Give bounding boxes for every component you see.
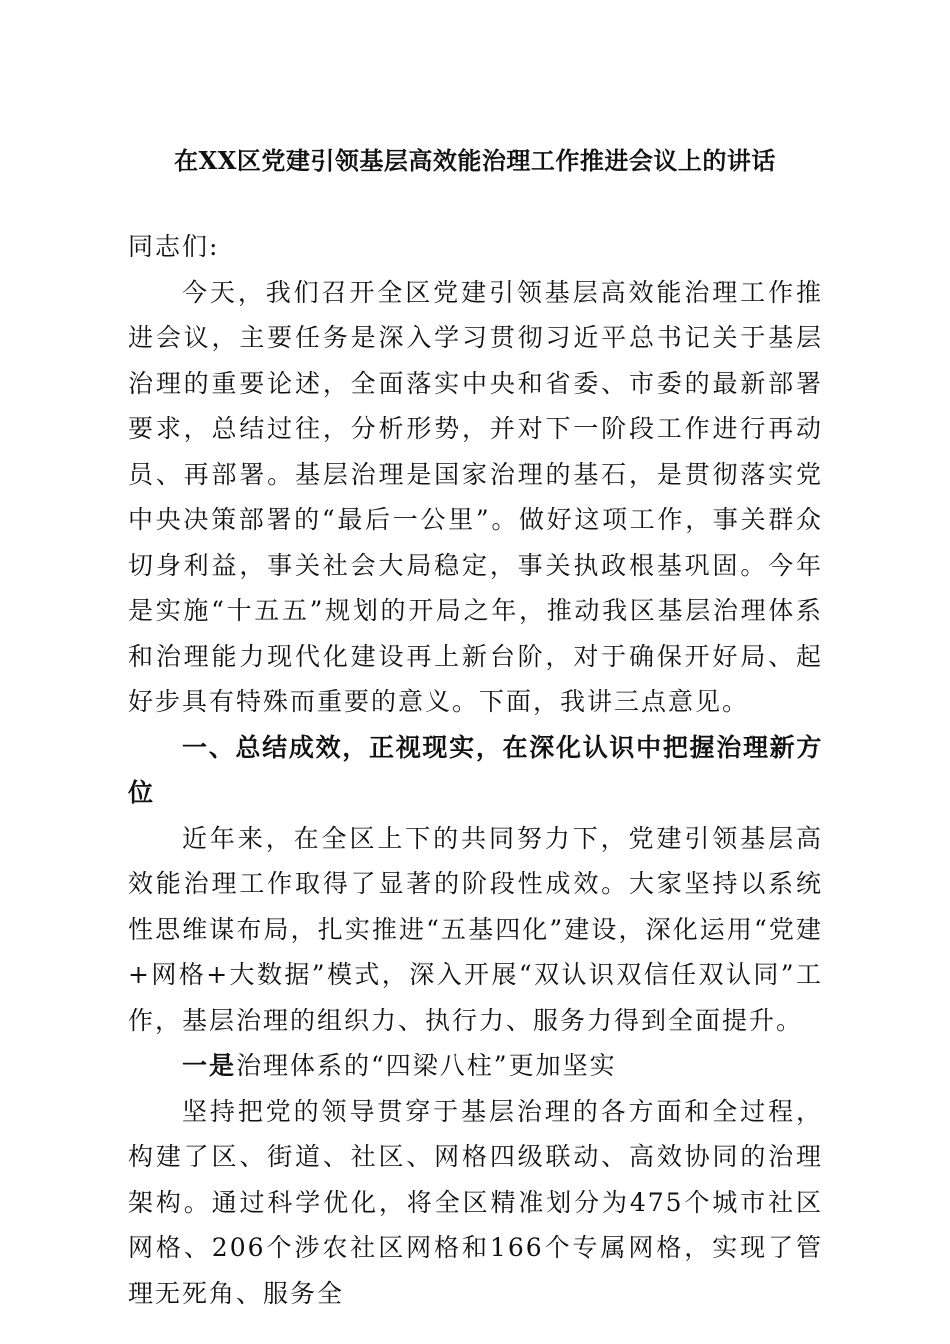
section-1-paragraph: 近年来，在全区上下的共同努力下，党建引领基层高效能治理工作取得了显著的阶段性成效。大家坚持以系统性思维谋布局，扎实推进“五基四化”建设，深化运用“党建+网格+大数据”模式，深入开展“双认识双信任双认同”工作，基层治理的组织力、执行力、服务力得到全面提升。 [128,823,823,1035]
salutation: 同志们: [128,232,220,261]
point-1-title: 治理体系的“四梁八柱”更加坚实 [236,1051,617,1080]
document-body [128,224,823,1316]
point-1-lead: 一是 [182,1051,237,1080]
document-title: 在XX区党建引领基层高效能治理工作推进会议上的讲话 [174,146,776,175]
point-1-paragraph: 坚持把党的领导贯穿于基层治理的各方面和全过程，构建了区、街道、社区、网格四级联动、高效协同的治理架构。通过科学优化，将全区精准划分为475个城市社区网格、206个涉农社区网格和166个专属网格，实现了管理无死角、服务全 [128,1096,823,1308]
section-heading-1: 一、总结成效，正视现实，在深化认识中把握治理新方位 [128,732,823,807]
point-1-heading [128,1043,823,1089]
intro-paragraph: 今天，我们召开全区党建引领基层高效能治理工作推进会议，主要任务是深入学习贯彻习近平总书记关于基层治理的重要论述，全面落实中央和省委、市委的最新部署要求，总结过往，分析形势，并对下一阶段工作进行再动员、再部署。基层治理是国家治理的基石，是贯彻落实党中央决策部署的“最后一公里”。做好这项工作，事关群众切身利益，事关社会大局稳定，事关执政根基巩固。今年是实施“十五五”规划的开局之年，推动我区基层治理体系和治理能力现代化建设再上新台阶，对于确保开好局、起好步具有特殊而重要的意义。下面，我讲三点意见。 [128,277,823,716]
